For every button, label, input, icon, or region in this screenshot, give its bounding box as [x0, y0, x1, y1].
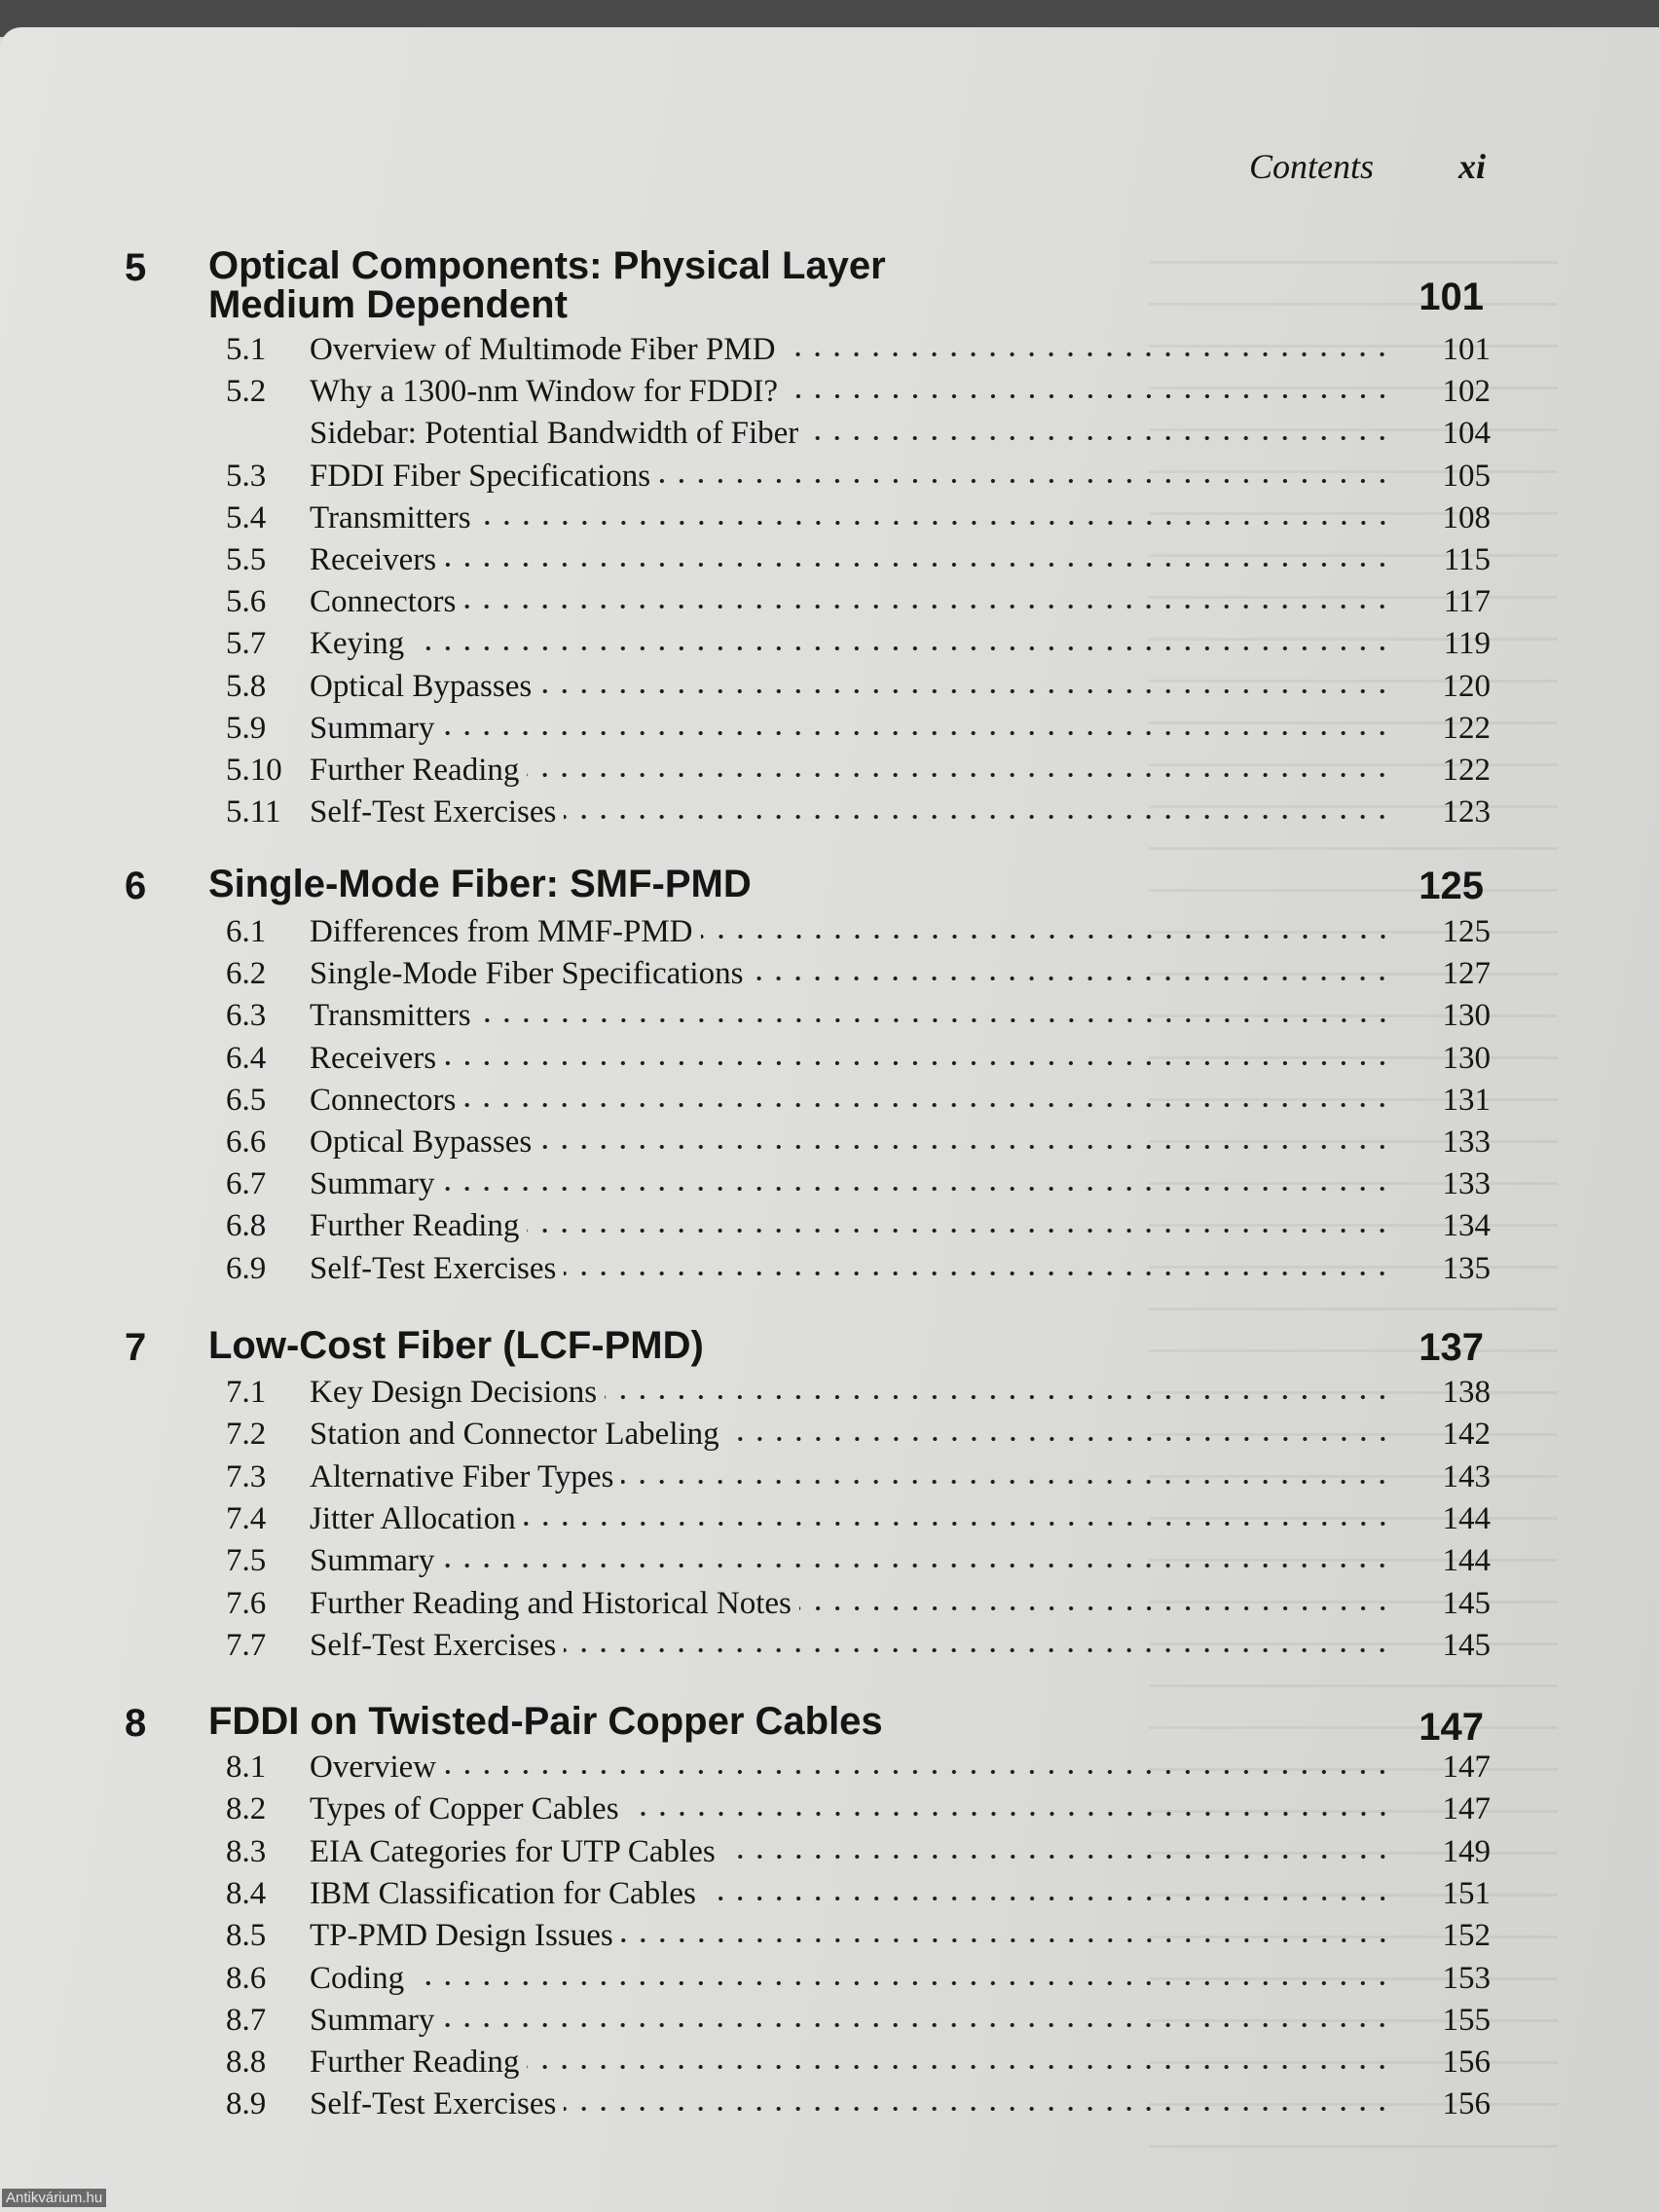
section-number: 7.4 — [226, 1500, 267, 1536]
section-number: 6.6 — [226, 1124, 267, 1160]
entry-title-row — [310, 582, 1392, 621]
section-page-number: 130 — [1442, 998, 1491, 1034]
section-page-number: 108 — [1442, 499, 1491, 535]
dot-leader — [605, 1392, 1392, 1402]
section-page-number: 156 — [1442, 2086, 1491, 2122]
section-page-number: 130 — [1442, 1040, 1491, 1076]
entry-title-row — [310, 667, 1392, 706]
section-number: 8.4 — [226, 1875, 267, 1911]
entry-title-row — [310, 996, 1392, 1035]
chapter-number: 8 — [125, 1702, 147, 1745]
toc-entry[interactable] — [0, 330, 1659, 372]
dot-leader — [539, 686, 1392, 696]
entry-title-row — [310, 1081, 1392, 1120]
entry-title-row — [310, 457, 1392, 496]
entry-title-row — [310, 1039, 1392, 1078]
section-title: Why a 1300-nm Window for FDDI? — [310, 374, 779, 410]
toc-entry[interactable] — [0, 540, 1659, 582]
section-page-number: 115 — [1443, 542, 1491, 577]
chapter-title: FDDI on Twisted-Pair Copper Cables — [208, 1700, 883, 1743]
toc-entry[interactable] — [0, 1457, 1659, 1499]
dot-leader — [444, 560, 1392, 570]
section-title: Sidebar: Potential Bandwidth of Fiber — [310, 416, 799, 452]
chapter-page-number: 101 — [1419, 276, 1484, 318]
section-title: Summary — [310, 710, 435, 746]
dot-leader — [527, 2062, 1392, 2072]
entry-title-row — [310, 1959, 1392, 1998]
toc-entry[interactable] — [0, 1626, 1659, 1668]
chapter-number: 6 — [125, 865, 147, 907]
section-title: EIA Categories for UTP Cables — [310, 1833, 716, 1869]
section-number: 6.8 — [226, 1208, 267, 1244]
toc-entry[interactable] — [0, 1206, 1659, 1248]
dot-leader — [463, 602, 1392, 611]
section-number: 5.4 — [226, 499, 267, 535]
section-title: Overview of Multimode Fiber PMD — [310, 332, 776, 367]
dot-leader — [479, 518, 1392, 528]
section-number: 6.2 — [226, 956, 267, 992]
dot-leader — [786, 391, 1392, 401]
dot-leader — [723, 1852, 1392, 1862]
section-page-number: 122 — [1442, 710, 1491, 746]
toc-entry[interactable] — [0, 1373, 1659, 1415]
section-page-number: 131 — [1442, 1082, 1491, 1118]
entry-title-row — [310, 912, 1392, 951]
section-title: Summary — [310, 1166, 435, 1202]
toc-entry[interactable] — [0, 1748, 1659, 1789]
toc-entry[interactable] — [0, 2084, 1659, 2126]
toc-entry[interactable] — [0, 372, 1659, 414]
section-number: 6.3 — [226, 998, 267, 1034]
toc-entry[interactable] — [0, 1164, 1659, 1206]
section-title: Keying — [310, 626, 405, 662]
entry-title-row — [310, 1789, 1392, 1828]
section-page-number: 153 — [1442, 1960, 1491, 1996]
dot-leader — [412, 1978, 1392, 1988]
section-number: 7.2 — [226, 1417, 267, 1453]
dot-leader — [444, 1058, 1392, 1068]
entry-title-row — [310, 954, 1392, 993]
running-header-title: Contents — [1249, 147, 1375, 186]
section-page-number: 156 — [1442, 2045, 1491, 2081]
dot-leader — [527, 770, 1392, 780]
dot-leader — [444, 1767, 1392, 1777]
dot-leader — [564, 1645, 1392, 1655]
section-number: 6.5 — [226, 1082, 267, 1118]
toc-entry[interactable] — [0, 751, 1659, 793]
dot-leader — [412, 644, 1392, 653]
section-number: 7.3 — [226, 1458, 267, 1494]
toc-entry[interactable] — [0, 1874, 1659, 1916]
section-page-number: 147 — [1442, 1791, 1491, 1827]
toc-entry[interactable] — [0, 1499, 1659, 1541]
section-page-number: 104 — [1442, 416, 1491, 452]
section-page-number: 123 — [1442, 794, 1491, 830]
dot-leader — [806, 433, 1392, 443]
dot-leader — [527, 1226, 1392, 1235]
dot-leader — [539, 1142, 1392, 1152]
entry-title-row — [310, 1415, 1392, 1454]
section-page-number: 101 — [1442, 332, 1491, 367]
dot-leader — [701, 932, 1392, 941]
entry-title-row — [310, 2084, 1392, 2123]
toc-entry[interactable] — [0, 912, 1659, 954]
entry-title-row — [310, 1626, 1392, 1665]
dot-leader — [564, 2104, 1392, 2114]
section-title: TP-PMD Design Issues — [310, 1918, 613, 1954]
entry-title-row — [310, 1373, 1392, 1412]
section-number: 8.8 — [226, 2045, 267, 2081]
section-number: 7.5 — [226, 1543, 267, 1579]
section-page-number: 125 — [1442, 914, 1491, 949]
dot-leader — [751, 974, 1392, 983]
section-number: 7.7 — [226, 1627, 267, 1663]
section-number: 8.2 — [226, 1791, 267, 1827]
toc-entry[interactable] — [0, 2001, 1659, 2043]
section-number: 8.6 — [226, 1960, 267, 1996]
section-page-number: 134 — [1442, 1208, 1491, 1244]
section-title: Self-Test Exercises — [310, 794, 557, 830]
entry-title-row — [310, 372, 1392, 411]
section-number: 6.9 — [226, 1250, 267, 1286]
entry-title-row — [310, 1499, 1392, 1538]
entry-title-row — [310, 2043, 1392, 2082]
entry-title-row — [310, 498, 1392, 537]
section-page-number: 151 — [1442, 1875, 1491, 1911]
section-number: 5.7 — [226, 626, 267, 662]
section-number: 5.8 — [226, 668, 267, 704]
toc-entry[interactable] — [0, 1081, 1659, 1123]
dot-leader — [621, 1477, 1392, 1487]
running-header-page-number: xi — [1457, 147, 1486, 186]
toc-entry[interactable] — [0, 498, 1659, 540]
entry-title-row — [310, 1832, 1392, 1871]
section-number: 8.9 — [226, 2086, 267, 2122]
section-number: 5.5 — [226, 542, 267, 577]
toc-entry[interactable] — [0, 1832, 1659, 1874]
entry-title-row — [310, 751, 1392, 790]
dot-leader — [564, 812, 1392, 822]
section-page-number: 145 — [1442, 1585, 1491, 1621]
section-title: Single-Mode Fiber Specifications — [310, 956, 744, 992]
toc-entry[interactable] — [0, 1541, 1659, 1583]
section-title: Summary — [310, 2002, 435, 2038]
dot-leader — [783, 350, 1392, 359]
section-page-number: 144 — [1442, 1543, 1491, 1579]
section-title: Optical Bypasses — [310, 668, 533, 704]
section-title: FDDI Fiber Specifications — [310, 458, 651, 494]
section-number: 5.3 — [226, 458, 267, 494]
toc-entry[interactable] — [0, 1123, 1659, 1164]
chapter-page-number: 147 — [1419, 1706, 1484, 1749]
toc-entry[interactable] — [0, 1789, 1659, 1831]
dot-leader — [442, 728, 1392, 738]
toc-entry[interactable] — [0, 414, 1659, 456]
section-title: Summary — [310, 1543, 435, 1579]
dot-leader — [442, 2020, 1392, 2030]
toc-entry[interactable] — [0, 954, 1659, 996]
dot-leader — [799, 1604, 1392, 1613]
section-title: Transmitters — [310, 998, 471, 1034]
dot-leader — [463, 1100, 1392, 1110]
section-title: Overview — [310, 1750, 437, 1785]
toc-entry[interactable] — [0, 667, 1659, 709]
dot-leader — [564, 1269, 1392, 1278]
running-header — [1246, 146, 1499, 189]
entry-title-row — [310, 1748, 1392, 1787]
chapter-number: 5 — [125, 246, 147, 289]
entry-title-row — [310, 1874, 1392, 1913]
section-page-number: 127 — [1442, 956, 1491, 992]
section-title: Alternative Fiber Types — [310, 1458, 614, 1494]
section-number: 5.11 — [226, 794, 281, 830]
dot-leader — [621, 1936, 1392, 1945]
section-page-number: 149 — [1442, 1833, 1491, 1869]
entry-title-row — [310, 624, 1392, 663]
section-title: Transmitters — [310, 499, 471, 535]
entry-title-row — [310, 1916, 1392, 1955]
toc-entry[interactable] — [0, 457, 1659, 498]
toc-entry[interactable] — [0, 1039, 1659, 1081]
chapter-page-number: 125 — [1419, 865, 1484, 907]
toc-entry[interactable] — [0, 624, 1659, 666]
chapter-page-number: 137 — [1419, 1326, 1484, 1369]
dot-leader — [727, 1434, 1392, 1444]
section-number: 7.1 — [226, 1375, 267, 1410]
section-page-number: 143 — [1442, 1458, 1491, 1494]
section-page-number: 144 — [1442, 1500, 1491, 1536]
section-number: 5.6 — [226, 584, 267, 620]
chapter-title: Optical Components: Physical Layer Medium Dependent — [208, 244, 886, 326]
section-page-number: 135 — [1442, 1250, 1491, 1286]
section-title: Connectors — [310, 1082, 457, 1118]
toc-entry[interactable] — [0, 1584, 1659, 1626]
section-title: Types of Copper Cables — [310, 1791, 619, 1827]
section-page-number: 155 — [1442, 2002, 1491, 2038]
section-page-number: 122 — [1442, 753, 1491, 788]
section-title: Self-Test Exercises — [310, 1627, 557, 1663]
section-page-number: 120 — [1442, 668, 1491, 704]
section-title: Optical Bypasses — [310, 1124, 533, 1160]
toc-entry[interactable] — [0, 996, 1659, 1038]
section-number: 5.1 — [226, 332, 267, 367]
section-number: 5.10 — [226, 753, 282, 788]
toc-entry[interactable] — [0, 582, 1659, 624]
section-number: 6.1 — [226, 914, 267, 949]
section-page-number: 105 — [1442, 458, 1491, 494]
dot-leader — [524, 1519, 1392, 1529]
section-page-number: 138 — [1442, 1375, 1491, 1410]
section-page-number: 117 — [1443, 584, 1491, 620]
dot-leader — [479, 1015, 1392, 1025]
section-page-number: 119 — [1443, 626, 1491, 662]
toc-entry[interactable] — [0, 1959, 1659, 2001]
entry-title-row — [310, 330, 1392, 369]
section-title: Self-Test Exercises — [310, 2086, 557, 2122]
section-title: Differences from MMF-PMD — [310, 914, 693, 949]
entry-title-row — [310, 414, 1392, 453]
section-number: 5.9 — [226, 710, 267, 746]
entry-title-row — [310, 1584, 1392, 1623]
section-page-number: 102 — [1442, 374, 1491, 410]
toc-entry[interactable] — [0, 709, 1659, 751]
section-number: 6.7 — [226, 1166, 267, 1202]
entry-title-row — [310, 709, 1392, 748]
section-title: Station and Connector Labeling — [310, 1417, 719, 1453]
entry-title-row — [310, 540, 1392, 579]
section-page-number: 133 — [1442, 1166, 1491, 1202]
section-page-number: 152 — [1442, 1918, 1491, 1954]
section-title: Further Reading — [310, 753, 520, 788]
section-number: 8.7 — [226, 2002, 267, 2038]
dot-leader — [442, 1184, 1392, 1194]
dot-leader — [658, 476, 1392, 486]
toc-entry[interactable] — [0, 1249, 1659, 1291]
section-number: 7.6 — [226, 1585, 267, 1621]
section-number: 8.1 — [226, 1750, 267, 1785]
chapter-title: Low-Cost Fiber (LCF-PMD) — [208, 1324, 704, 1367]
entry-title-row — [310, 2001, 1392, 2040]
entry-title-row — [310, 1164, 1392, 1203]
dot-leader — [627, 1809, 1392, 1819]
section-title: Connectors — [310, 584, 457, 620]
chapter-title: Single-Mode Fiber: SMF-PMD — [208, 863, 752, 905]
section-title: IBM Classification for Cables — [310, 1875, 696, 1911]
section-title: Further Reading — [310, 2045, 520, 2081]
section-page-number: 133 — [1442, 1124, 1491, 1160]
chapter-number: 7 — [125, 1326, 147, 1369]
toc-entry[interactable] — [0, 2043, 1659, 2084]
section-page-number: 145 — [1442, 1627, 1491, 1663]
dot-leader — [704, 1894, 1392, 1903]
toc-entry[interactable] — [0, 1415, 1659, 1456]
section-page-number: 147 — [1442, 1750, 1491, 1785]
section-number: 8.3 — [226, 1833, 267, 1869]
section-title: Key Design Decisions — [310, 1375, 598, 1410]
entry-title-row — [310, 1457, 1392, 1496]
watermark: Antikvárium.hu — [2, 2189, 106, 2207]
section-title: Receivers — [310, 542, 437, 577]
section-title: Further Reading and Historical Notes — [310, 1585, 792, 1621]
section-number: 5.2 — [226, 374, 267, 410]
toc-entry[interactable] — [0, 1916, 1659, 1958]
section-title: Further Reading — [310, 1208, 520, 1244]
entry-title-row — [310, 1206, 1392, 1245]
section-title: Jitter Allocation — [310, 1500, 516, 1536]
section-title: Receivers — [310, 1040, 437, 1076]
entry-title-row — [310, 1123, 1392, 1161]
entry-title-row — [310, 1541, 1392, 1580]
entry-title-row — [310, 1249, 1392, 1288]
entry-title-row — [310, 793, 1392, 831]
dot-leader — [442, 1561, 1392, 1570]
section-page-number: 142 — [1442, 1417, 1491, 1453]
section-number: 6.4 — [226, 1040, 267, 1076]
section-title: Self-Test Exercises — [310, 1250, 557, 1286]
section-number: 8.5 — [226, 1918, 267, 1954]
toc-entry[interactable] — [0, 793, 1659, 834]
section-title: Coding — [310, 1960, 405, 1996]
